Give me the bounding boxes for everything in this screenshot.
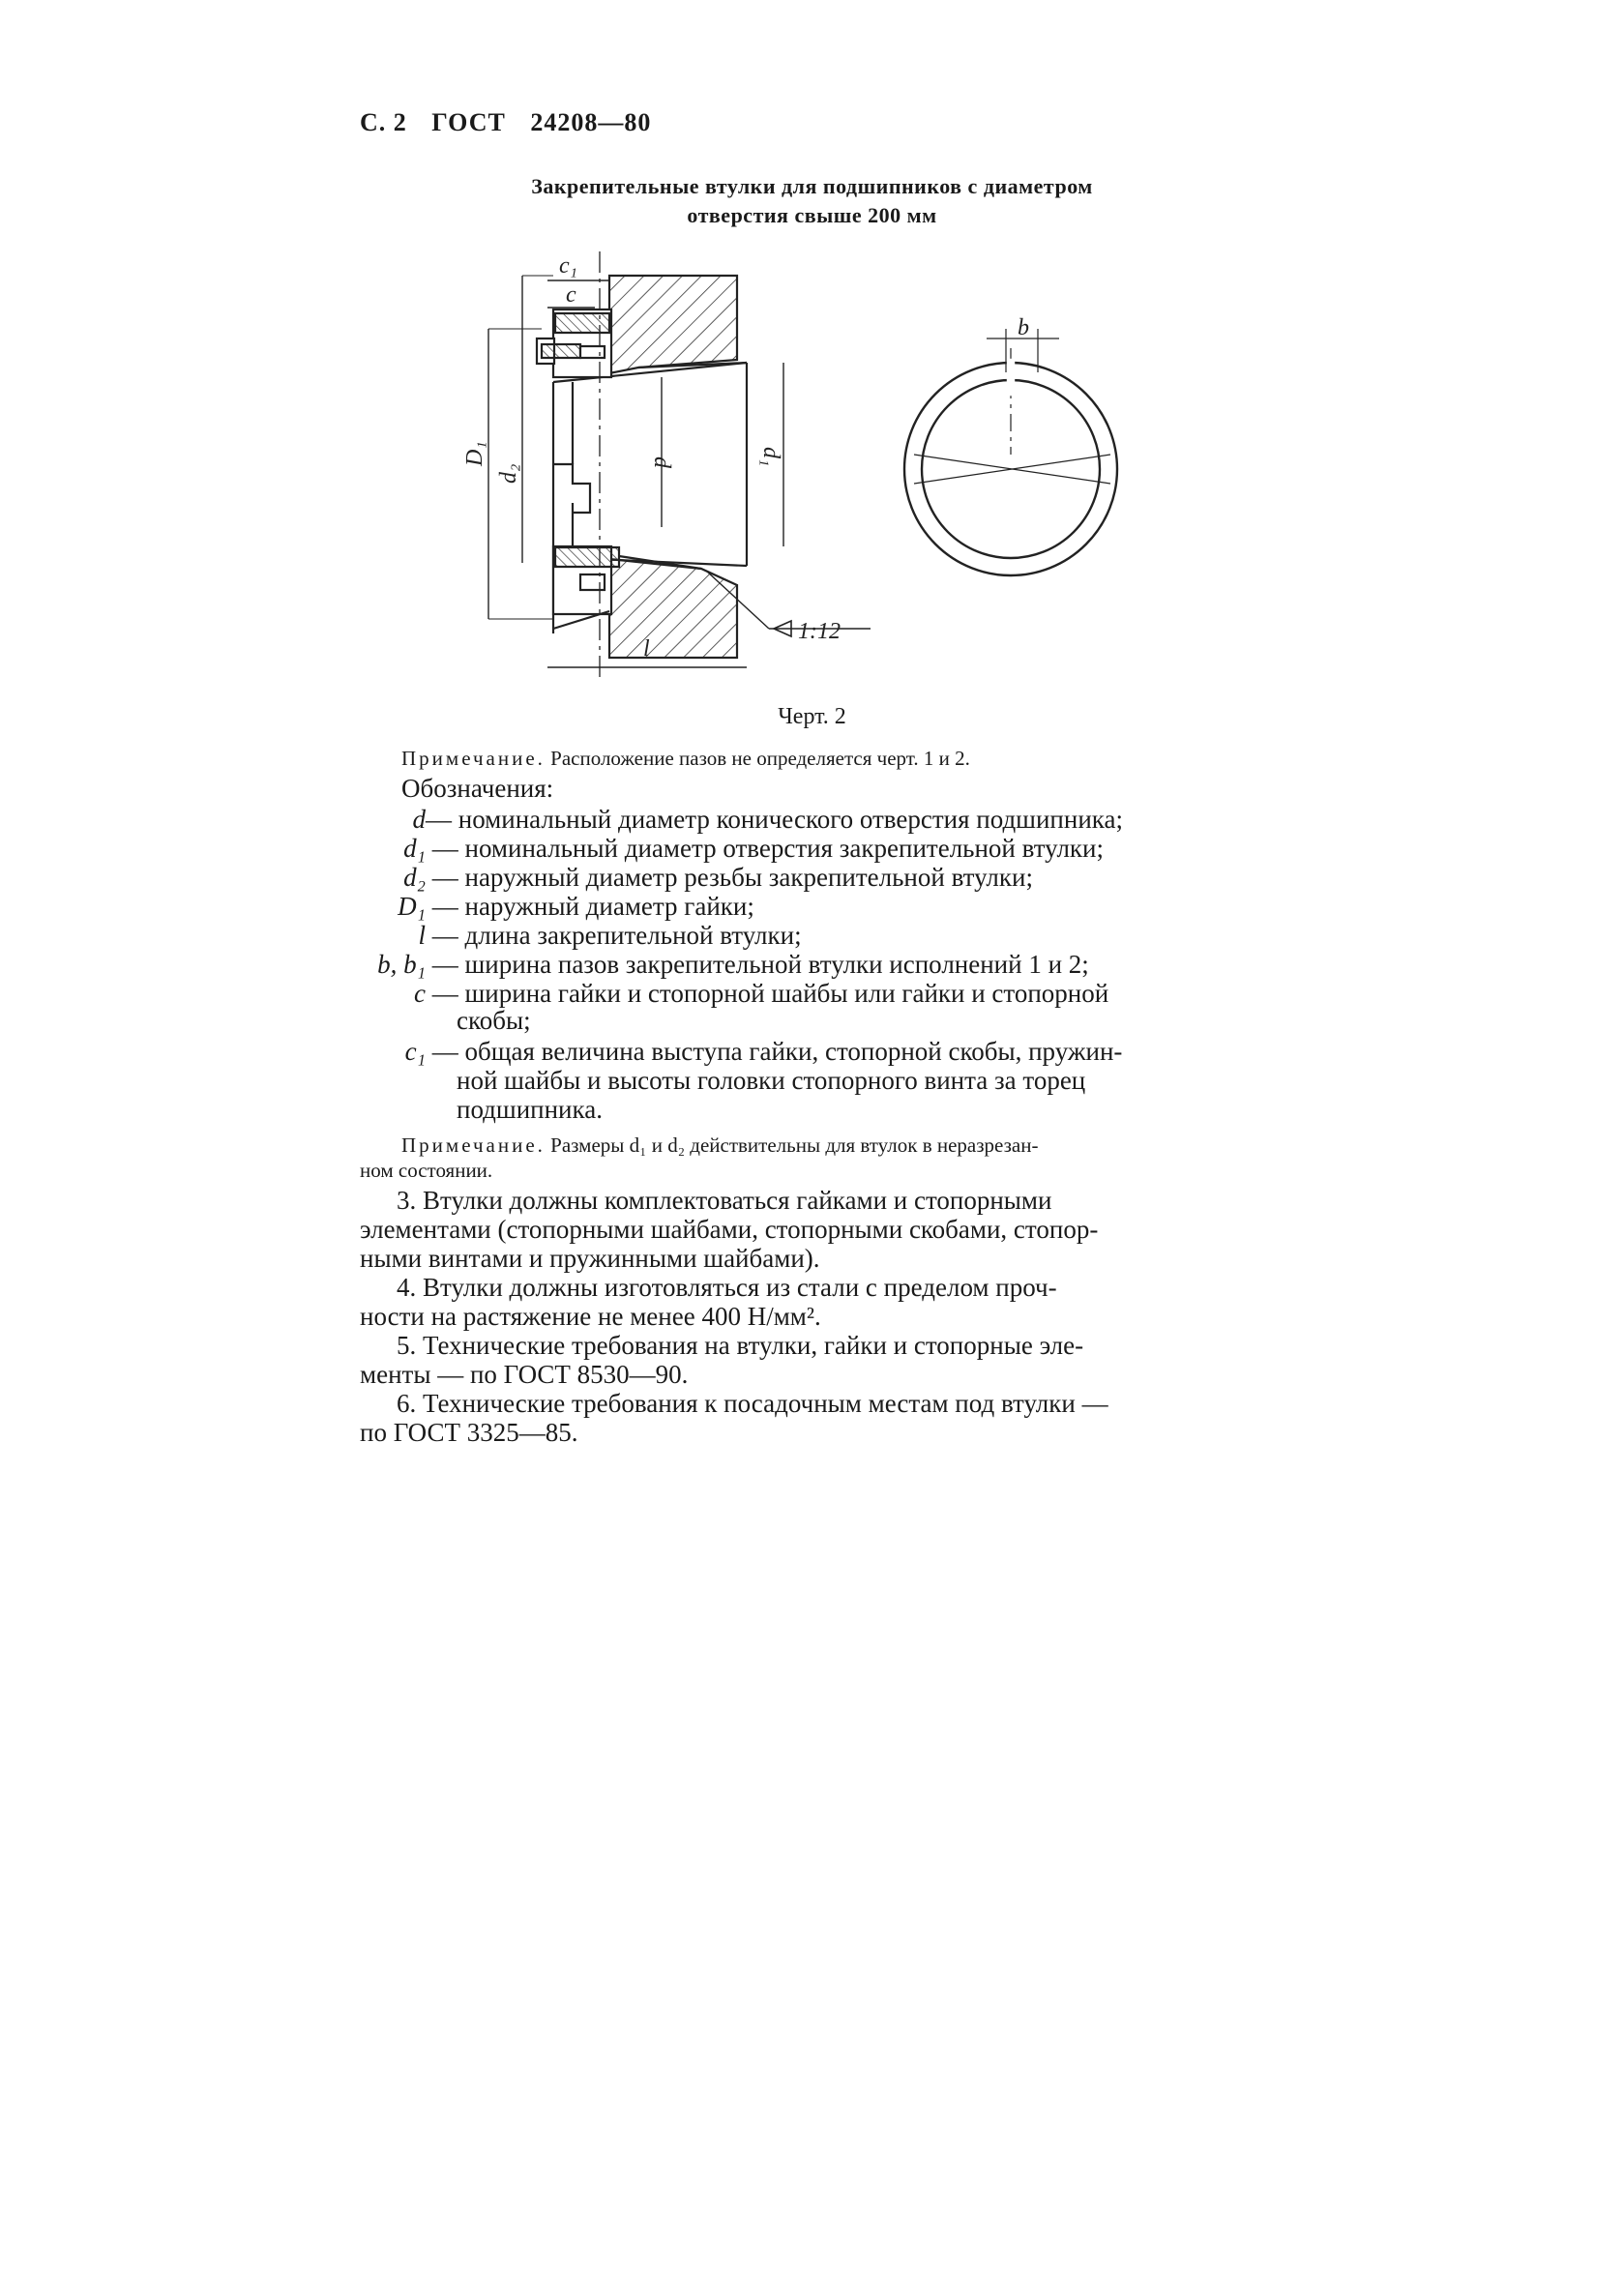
label-d: d: [649, 456, 674, 468]
legend-row: [348, 979, 1108, 1009]
legend-text: — наружный диаметр резьбы закрепительной втулки;: [431, 863, 1033, 892]
section-title-line1: Закрепительные втулки для подшипников с диаметром: [531, 174, 1093, 198]
item-4-line2: ности на растяжение не менее 400 Н/мм².: [360, 1302, 821, 1331]
label-d1: d₁: [758, 447, 783, 467]
legend-text: — общая величина выступа гайки, стопорной скобы, пружин-: [431, 1037, 1123, 1066]
legend-row: [348, 1037, 1122, 1067]
legend-text: — наружный диаметр гайки;: [431, 892, 754, 921]
label-D1: D₁: [462, 441, 487, 466]
standard-label: ГОСТ: [431, 108, 506, 136]
standard-number: 24208—80: [530, 108, 652, 136]
label-l: l: [643, 636, 650, 662]
item-6-line2: по ГОСТ 3325—85.: [360, 1418, 578, 1447]
section-title-line2: отверстия свыше 200 мм: [687, 203, 937, 227]
note-2: [401, 1133, 1038, 1158]
legend-symbol: b, b₁: [377, 950, 426, 979]
label-taper: 1:12: [798, 619, 841, 644]
note-2-text-continued: ном состоянии.: [360, 1159, 493, 1182]
legend-row: [348, 950, 1089, 980]
legend-symbol: d: [412, 805, 426, 834]
note-1: [401, 747, 970, 771]
legend-row: [348, 805, 1123, 835]
legend-symbol: d₁: [403, 834, 426, 863]
legend-text: — номинальный диаметр конического отверстия подшипника;: [426, 805, 1123, 834]
legend-symbol: d₂: [403, 863, 426, 892]
label-d2: d₂: [496, 463, 521, 484]
bearing-hatch-bottom: [609, 559, 737, 658]
item-4-line1: 4. Втулки должны изготовляться из стали с пределом проч-: [397, 1273, 1057, 1302]
legend-text: — ширина гайки и стопорной шайбы или гайки и стопорной: [431, 979, 1109, 1008]
item-3-line1: 3. Втулки должны комплектоваться гайками и стопорными: [397, 1186, 1052, 1215]
label-b: b: [1018, 315, 1029, 340]
legend-text: — номинальный диаметр отверстия закрепительной втулки;: [431, 834, 1104, 863]
item-5-line2: менты — по ГОСТ 8530—90.: [360, 1360, 689, 1389]
note-2-text: Размеры d₁ и d₂ действительны для втулок в неразрезан-: [550, 1133, 1039, 1157]
item-3-line2: элементами (стопорными шайбами, стопорными скобами, стопор-: [360, 1215, 1099, 1244]
legend-row: [348, 863, 1033, 893]
note-1-text: Расположение пазов не определяется черт. 1 и 2.: [550, 747, 970, 770]
legend-row-continuation: ной шайбы и высоты головки стопорного винта за торец: [457, 1066, 1086, 1095]
bearing-hatch-top: [609, 276, 737, 373]
legend-symbol: l: [418, 921, 426, 950]
legend-text: — ширина пазов закрепительной втулки исполнений 1 и 2;: [431, 950, 1089, 979]
note-1-label: Примечание.: [401, 747, 546, 770]
legend-symbol: D₁: [398, 892, 426, 921]
label-c: c: [566, 282, 576, 308]
figure-caption: Черт. 2: [778, 704, 846, 729]
legend-symbol: c: [414, 979, 426, 1008]
legend-row: [348, 834, 1104, 864]
sleeve-end-view: [904, 329, 1117, 575]
legend-row-continuation: подшипника.: [457, 1095, 603, 1124]
page-number: С. 2: [360, 108, 407, 136]
legend-symbol: c₁: [404, 1037, 426, 1066]
legend-row: [348, 921, 802, 951]
technical-drawing: [0, 0, 1624, 735]
label-c1: c₁: [559, 253, 577, 279]
legend-row: [348, 892, 754, 922]
item-3-line3: ными винтами и пружинными шайбами).: [360, 1244, 820, 1273]
sleeve-section-view: [488, 251, 871, 677]
note-2-label: Примечание.: [401, 1133, 546, 1157]
legend-row-continuation: скобы;: [457, 1006, 531, 1035]
legend-heading: Обозначения:: [401, 774, 554, 803]
item-5-line1: 5. Технические требования на втулки, гайки и стопорные эле-: [397, 1331, 1084, 1360]
item-6-line1: 6. Технические требования к посадочным местам под втулки —: [397, 1389, 1108, 1418]
legend-text: — длина закрепительной втулки;: [431, 921, 802, 950]
